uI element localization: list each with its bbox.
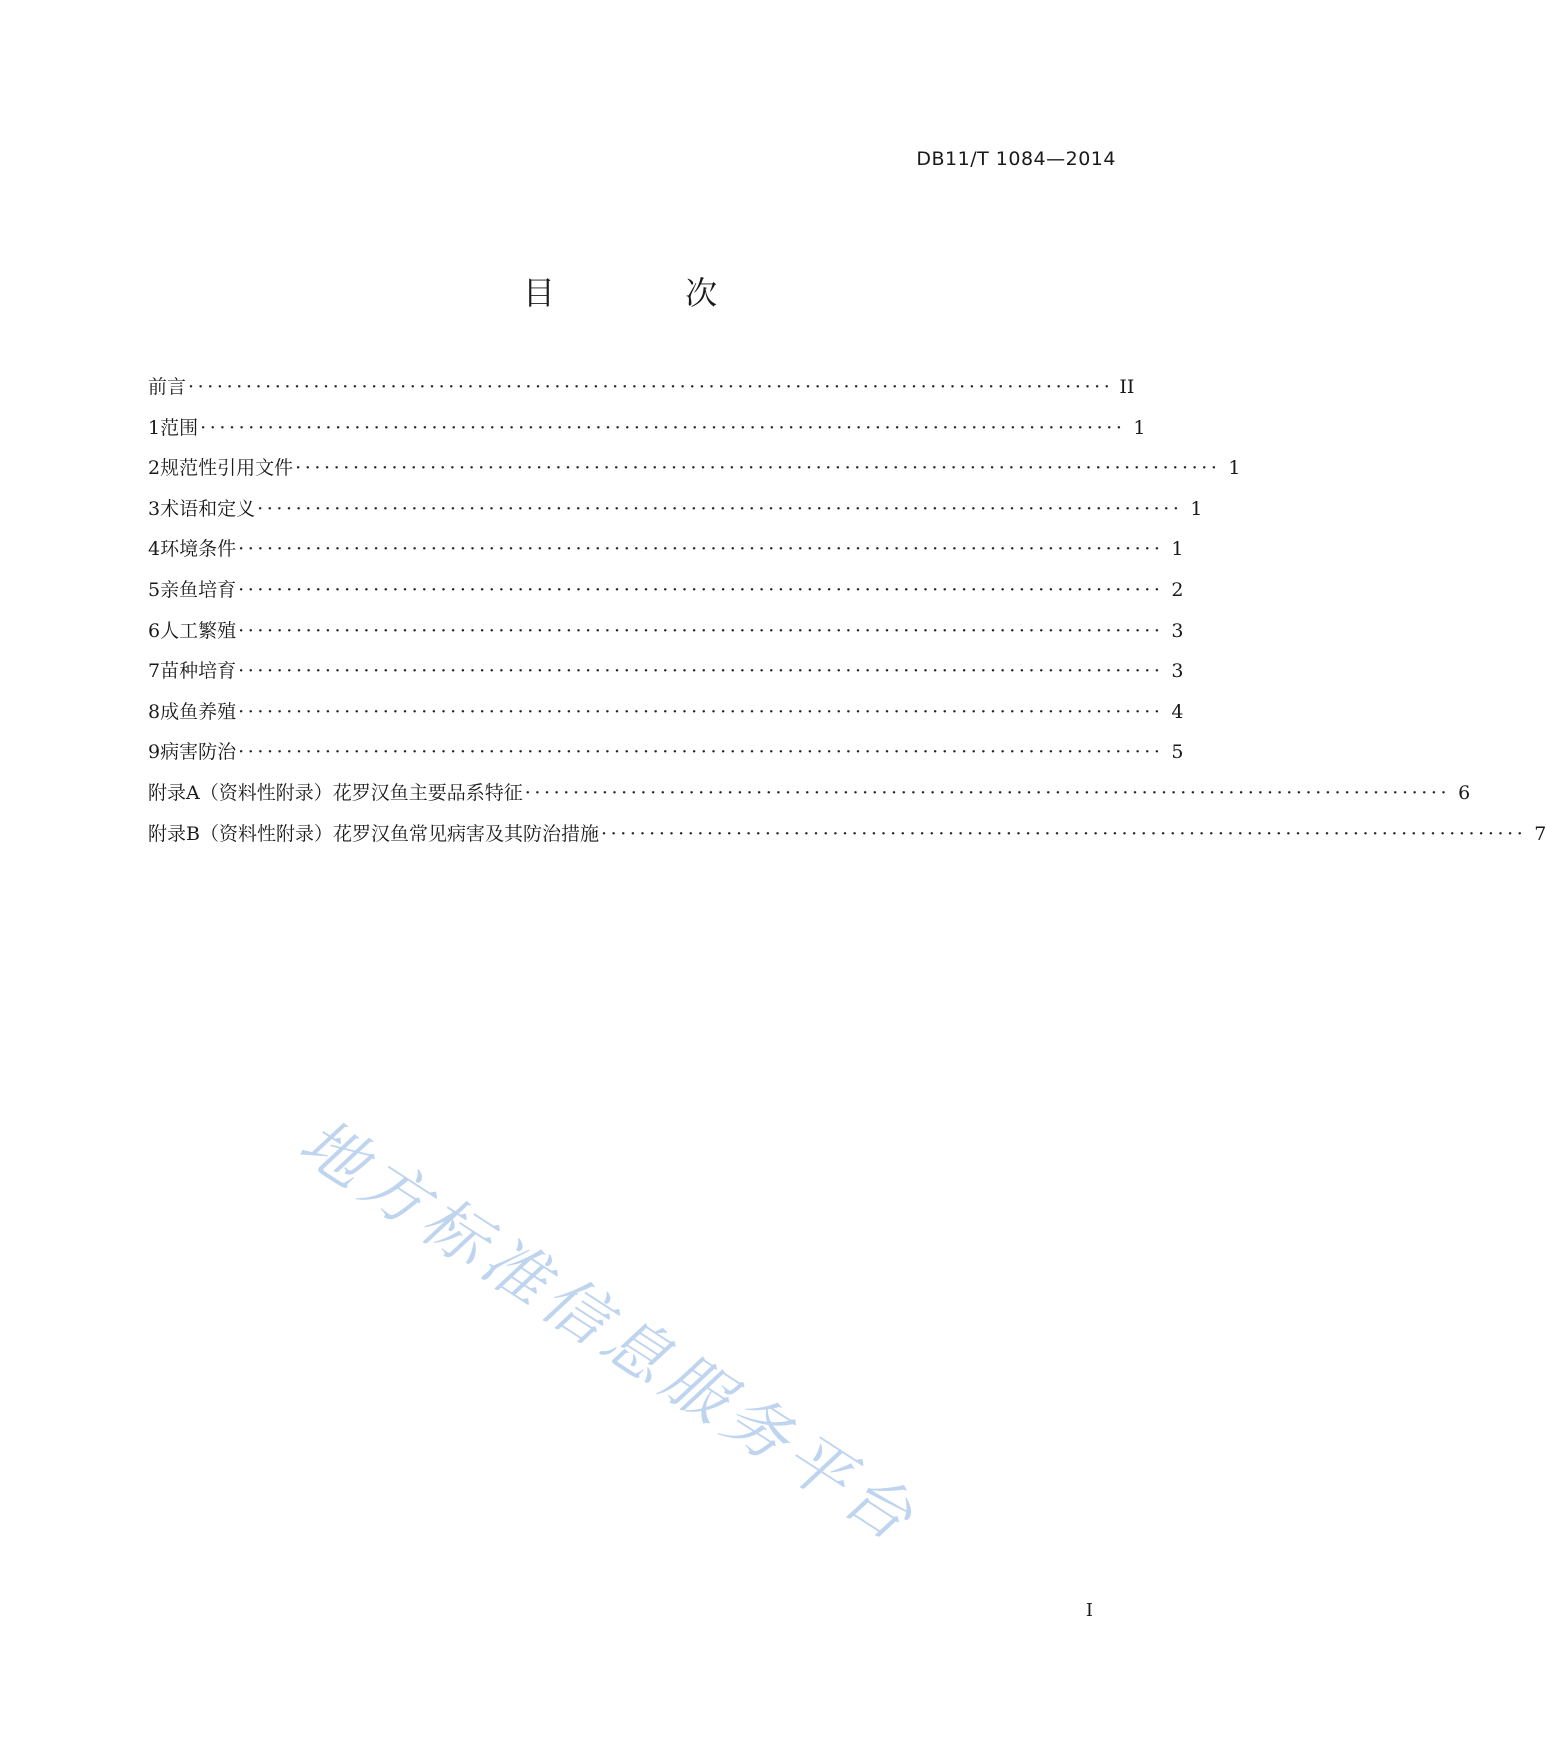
- toc-item-page: 3: [1171, 660, 1184, 683]
- toc-item-4[interactable]: [148, 534, 1184, 575]
- toc-item-8[interactable]: [148, 697, 1184, 738]
- toc-item-number: 7: [148, 660, 161, 683]
- toc-item-title: 术语和定义: [160, 497, 256, 520]
- toc-leader-dots: ································································································: [600, 822, 1527, 845]
- toc-item-title: 花罗汉鱼常见病害及其防治措施: [332, 822, 599, 845]
- toc-item-title: 范围: [160, 416, 199, 439]
- toc-item-page: 6: [1458, 781, 1471, 804]
- toc-leader-dots: ································································································: [524, 781, 1451, 804]
- toc-item-page: 1: [1228, 457, 1241, 480]
- document-code: DB11/T 1084—2014: [916, 148, 1116, 170]
- toc-item-appendix-b[interactable]: [148, 819, 1546, 860]
- toc-leader-dots: ································································································: [295, 457, 1221, 480]
- toc-item-page: 5: [1171, 741, 1184, 764]
- toc-item-page: 4: [1171, 700, 1184, 723]
- toc-item-number: 4: [148, 538, 161, 561]
- toc-item-number: 2: [148, 457, 161, 480]
- toc-item-3[interactable]: [148, 494, 1203, 535]
- toc-item-title: 环境条件: [160, 538, 237, 561]
- toc-leader-dots: ································································································: [238, 619, 1164, 642]
- toc-item-number: 1: [148, 416, 161, 439]
- toc-item-1[interactable]: [148, 413, 1146, 454]
- toc-item-number: 3: [148, 497, 161, 520]
- footer-page-number: I: [1085, 1600, 1093, 1621]
- toc-item-page: II: [1119, 376, 1135, 398]
- toc-leader-dots: ································································································: [200, 416, 1126, 439]
- toc-item-7[interactable]: [148, 656, 1184, 697]
- toc-item-page: 7: [1534, 822, 1546, 845]
- toc-item-9[interactable]: [148, 737, 1184, 778]
- page-title: 目 次: [522, 274, 778, 312]
- toc-item-page: 2: [1171, 578, 1184, 601]
- toc-item-number: 6: [148, 619, 161, 642]
- toc-item-number: 8: [148, 700, 161, 723]
- toc-item-title: 病害防治: [160, 741, 237, 764]
- toc-item-title: 亲鱼培育: [160, 578, 237, 601]
- toc-item-title: 成鱼养殖: [160, 700, 237, 723]
- toc-item-title: 前言: [148, 376, 187, 398]
- toc-leader-dots: ································································································: [238, 538, 1164, 561]
- toc-item-title: 花罗汉鱼主要品系特征: [332, 781, 523, 804]
- toc-item-page: 3: [1171, 619, 1184, 642]
- watermark: 地方标准信息服务平台: [286, 1105, 931, 1560]
- toc-appendix-label: 附录A（资料性附录）: [148, 781, 333, 804]
- toc-item-page: 1: [1171, 538, 1184, 561]
- toc-leader-dots: ································································································: [238, 578, 1164, 601]
- toc-item-number: 5: [148, 578, 161, 601]
- toc-item-title: 人工繁殖: [160, 619, 237, 642]
- toc-item-number: 9: [148, 741, 161, 764]
- toc-item-title: 苗种培育: [160, 660, 237, 683]
- toc-item-title: 规范性引用文件: [160, 457, 294, 480]
- table-of-contents: [148, 372, 1546, 859]
- toc-leader-dots: ································································································: [188, 376, 1114, 398]
- toc-leader-dots: ································································································: [238, 660, 1164, 683]
- toc-leader-dots: ································································································: [238, 700, 1164, 723]
- toc-item-page: 1: [1133, 416, 1146, 439]
- toc-item-appendix-a[interactable]: [148, 778, 1471, 819]
- toc-leader-dots: ································································································: [238, 741, 1164, 764]
- toc-item-2[interactable]: [148, 453, 1241, 494]
- toc-leader-dots: ································································································: [257, 497, 1183, 520]
- toc-item-foreword[interactable]: [148, 372, 1135, 413]
- toc-appendix-label: 附录B（资料性附录）: [148, 822, 333, 845]
- toc-item-5[interactable]: [148, 575, 1184, 616]
- toc-item-page: 1: [1190, 497, 1203, 520]
- toc-item-6[interactable]: [148, 616, 1184, 657]
